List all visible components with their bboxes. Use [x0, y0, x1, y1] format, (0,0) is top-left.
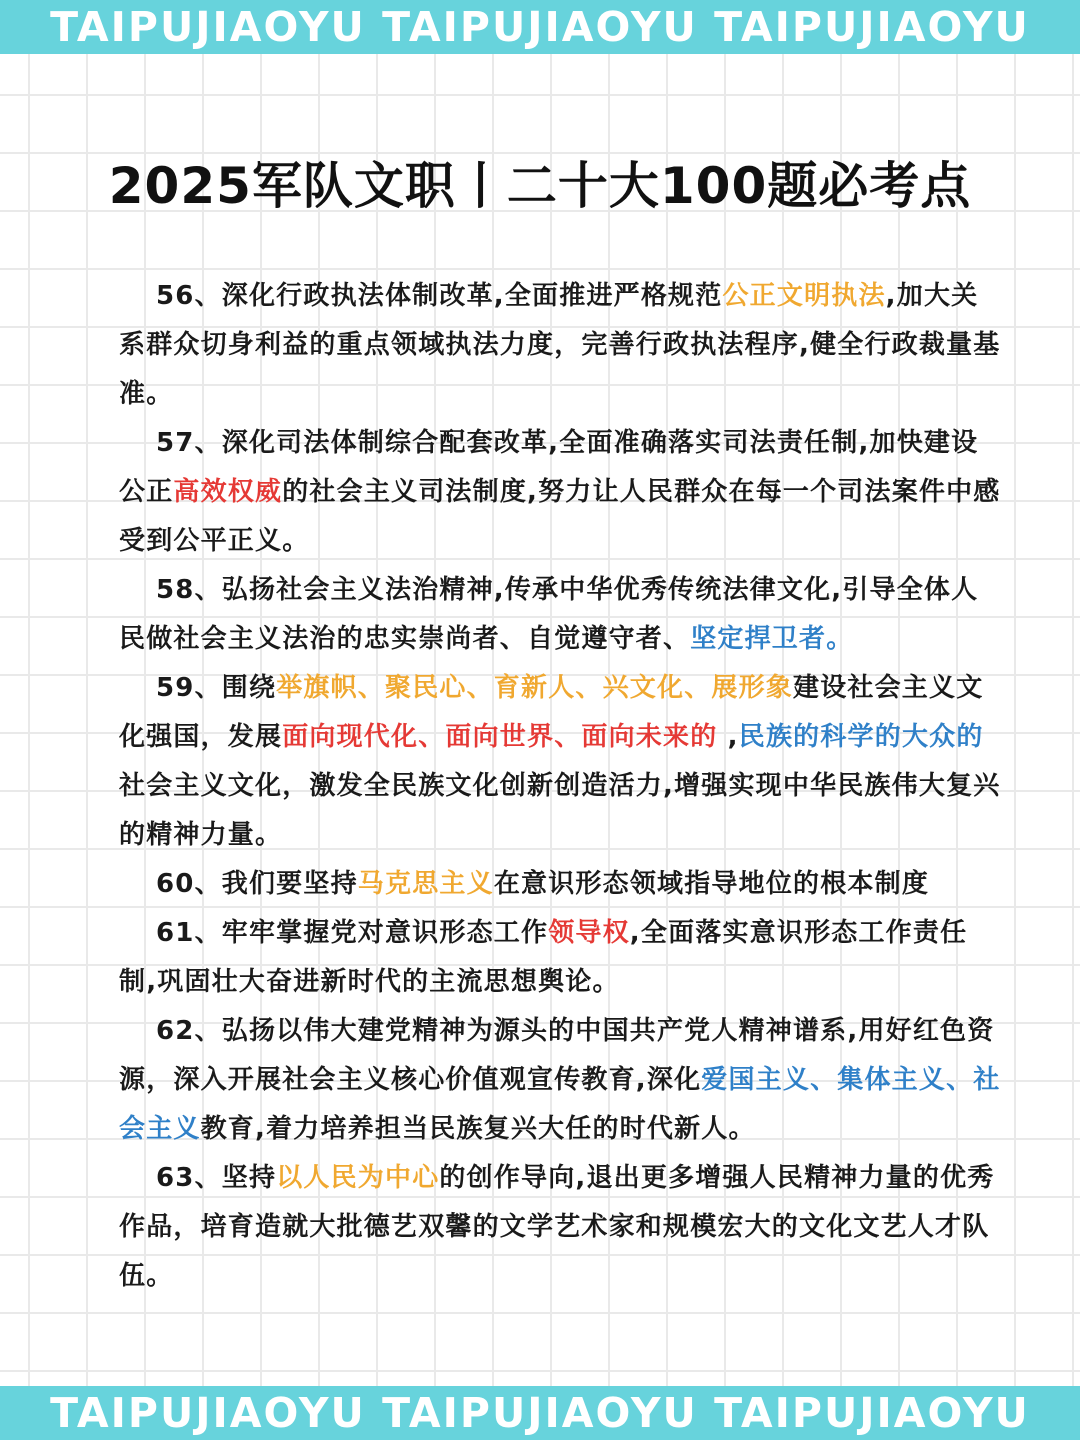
- highlight-text: 公正文明执法: [722, 281, 886, 311]
- highlight-text: 马克思主义: [357, 869, 494, 899]
- body-text: 60、我们要坚持: [156, 869, 358, 899]
- point-item: [119, 566, 1004, 664]
- body-text: ,: [717, 722, 739, 752]
- highlight-text: 以人民为中心: [276, 1163, 440, 1193]
- point-item: [119, 1154, 1004, 1301]
- highlight-text: 举旗帜、聚民心、育新人、兴文化、展形象: [276, 673, 793, 703]
- body-text: 58、弘扬社会主义法治精神,传承中华优秀传统法律文化,引导全体人民做社会主义法治的忠实崇尚者、自觉遵守者、: [119, 575, 979, 654]
- highlight-text: 高效权威: [173, 477, 283, 507]
- highlight-text: 坚定捍卫者。: [690, 624, 854, 654]
- content-body: [119, 272, 1004, 1301]
- highlight-text: 爱国主义、集体主义、社会主义: [119, 1065, 1001, 1144]
- page-title: 2025军队文职丨二十大100题必考点: [108, 157, 972, 215]
- body-text: 62、弘扬以伟大建党精神为源头的中国共产党人精神谱系,用好红色资源，深入开展社会主义核心价值观宣传教育,深化: [119, 1016, 995, 1095]
- body-text: 建设社会主义文化强国，发展: [119, 673, 984, 752]
- point-item: [119, 1007, 1004, 1154]
- body-text: 61、牢牢掌握党对意识形态工作: [156, 918, 549, 948]
- body-text: 57、深化司法体制综合配套改革,全面准确落实司法责任制,加快建设公正: [119, 428, 979, 507]
- point-item: [119, 419, 1004, 566]
- body-text: 在意识形态领域指导地位的根本制度: [493, 869, 930, 899]
- body-text: ,全面落实意识形态工作责任制,巩固壮大奋进新时代的主流思想舆论。: [119, 918, 968, 997]
- body-text: ,加大关系群众切身利益的重点领域执法力度，完善行政执法程序,健全行政裁量基准。: [119, 281, 1001, 409]
- point-item: [119, 909, 1004, 1007]
- body-text: 社会主义文化，激发全民族文化创新创造活力,增强实现中华民族伟大复兴的精神力量。: [119, 771, 1001, 850]
- bottom-banner: TAIPUJIAOYU TAIPUJIAOYU TAIPUJIAOYU: [0, 1386, 1080, 1440]
- top-banner: TAIPUJIAOYU TAIPUJIAOYU TAIPUJIAOYU: [0, 0, 1080, 54]
- point-item: [119, 664, 1004, 860]
- body-text: 的创作导向,退出更多增强人民精神力量的优秀作品，培育造就大批德艺双馨的文学艺术家和规模宏大的文化文艺人才队伍。: [119, 1163, 995, 1291]
- highlight-text: 领导权: [548, 918, 630, 948]
- body-text: 教育,着力培养担当民族复兴大任的时代新人。: [200, 1114, 756, 1144]
- body-text: 59、围绕: [156, 673, 277, 703]
- body-text: 的社会主义司法制度,努力让人民群众在每一个司法案件中感受到公平正义。: [119, 477, 1001, 556]
- highlight-text: 面向现代化、面向世界、面向未来的: [282, 722, 718, 752]
- body-text: 63、坚持: [156, 1163, 277, 1193]
- highlight-text: 民族的科学的大众的: [738, 722, 984, 752]
- body-text: 56、深化行政执法体制改革,全面推进严格规范: [156, 281, 723, 311]
- point-item: [119, 272, 1004, 419]
- point-item: [119, 860, 1004, 909]
